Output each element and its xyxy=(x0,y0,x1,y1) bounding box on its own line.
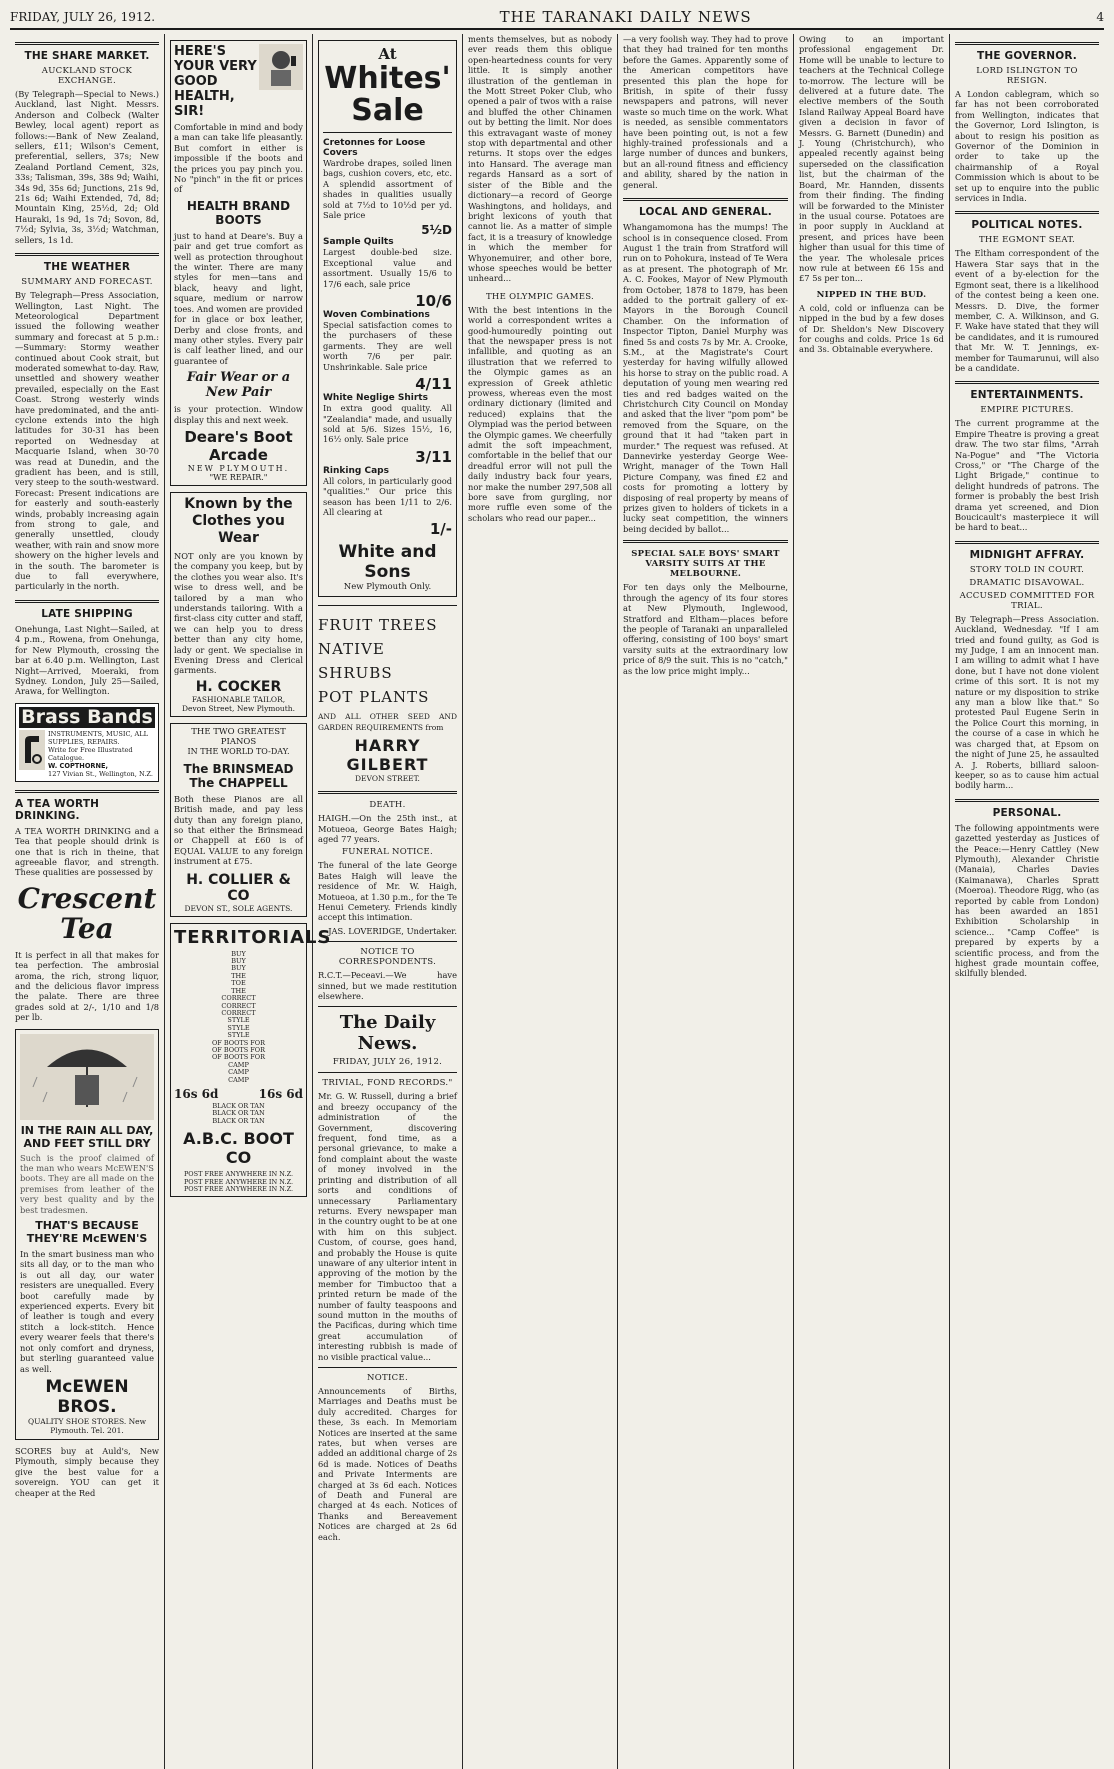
political-subheading: THE EGMONT SEAT. xyxy=(978,235,1076,246)
terr-line: STYLE xyxy=(227,1023,250,1032)
local-general-heading: LOCAL AND GENERAL. xyxy=(623,198,788,218)
funeral-heading: FUNERAL NOTICE. xyxy=(342,847,433,858)
deare-name: Deare's Boot Arcade xyxy=(184,427,293,464)
terr-line: CORRECT xyxy=(221,1008,256,1017)
white-sons-name: White and Sons xyxy=(338,542,437,583)
fruit-line: NATIVE xyxy=(318,640,385,659)
health-brand-text: just to hand at Deare's. Buy a pair and get true comfort as well as protection throughout the winter. There are many styles for men—tans and black, heavy and light, square, medium or narrow toes. And women are provided for in glace or box leather, Derby and close fronts, and many other styles. Every pair is calf leather lined, and our guarantee of xyxy=(174,230,303,366)
health-brand-heading: HEALTH BRAND BOOTS xyxy=(186,198,291,227)
cretonnes-heading: Cretonnes for Loose Covers xyxy=(323,138,426,158)
woven-text: Special satisfaction comes to the purchasers of these garments. They are well worth 7/6 per pair. Unshrinkable. Sale price xyxy=(323,320,452,372)
cocker-address: Devon Street, New Plymouth. xyxy=(182,703,295,713)
political-text: The Eltham correspondent of the Hawera Star says that in the event of a by-election for the Egmont seat, there is a likelihood of the contest being a keen one. Messrs. D. Dive, the former member, C. A. Wilkinson, and G. F. Wake have stated that they will be candidates, and it is rumoured that Mr. W. T. Jennings, ex-member for Taumarunui, will also be a candidate. xyxy=(955,248,1099,373)
daily-news-nameplate: The Daily News. xyxy=(339,1012,436,1055)
collier-name: H. COLLIER & CO xyxy=(186,871,291,904)
governor-heading: THE GOVERNOR. xyxy=(955,42,1099,62)
abc-boot-name: A.B.C. BOOT CO xyxy=(183,1129,294,1168)
tea-heading: A TEA WORTH DRINKING. xyxy=(15,790,159,822)
personal-text: The following appointments were gazetted yesterday as Justices of the Peace:—Henry Cattley (New Plymouth), Alexander Christie (Manaia), Charles Davies (Kaimanawa), Charles Spratt (Moeroa). Theodore Rigg, who (as reported by cable from London) has been awarded an 1851 Exhibition Scholarship in science... "Camp Coffee" is prepared by experts by a scientific process, and from the highest grade mountain coffee, skilfully blended. xyxy=(955,822,1099,979)
editorial-heading: TRIVIAL, FOND RECORDS." xyxy=(322,1078,453,1089)
whites-at: At xyxy=(378,45,397,63)
funeral-signature: JAS. LOVERIDGE, Undertaker. xyxy=(328,925,457,936)
mcewen-address: QUALITY SHOE STORES. New Plymouth. Tel. 201. xyxy=(27,1416,147,1435)
neglige-text: In extra good quality. All "Zealandia" made, and usually sold at 5/6. Sizes 15½, 16, 16½ only. Sale price xyxy=(323,403,452,445)
cocker-text: NOT only are you known by the company you keep, but by the clothes you wear also. It's wise to dress well, and be tailored by a man who understands tailoring. With a first-class city cutter and staff, we can help you to dress better than any city home, lady or gent. We specialise in Evening Dress and Clerical garments. xyxy=(174,550,303,676)
editorial-continued-text: ments themselves, but as nobody ever reads them this oblique open-heartedness counts for very little. It is simply another illustration of the gentleman in the Mott Street Poker Club, who opened a pair of twos with a raise and bluffed the other Chinamen out by betting the limit. Nor does this extravagant waste of money stop with departmental and other returns. It stops over the edges into Hansard. The average man regards Hansard as a sort of sister of the Bible and the dictionary—a record of George Washingtons, and holidays, and bright lexicons of youth that cannot lie. As a matter of simple fact, it is a treasury of knowledge in which the member for Whyonemuirer, and other bore, whose speeches would be better unheard... xyxy=(468,34,612,284)
terr-line: CAMP xyxy=(228,1060,249,1069)
terr-line: OF BOOTS FOR xyxy=(211,1038,266,1047)
shipping-heading: LATE SHIPPING xyxy=(15,600,159,620)
whites-sale-ad xyxy=(318,40,457,597)
political-heading: POLITICAL NOTES. xyxy=(955,211,1099,231)
terr-line: CORRECT xyxy=(221,1001,256,1010)
fair-wear-slogan: Fair Wear or a New Pair xyxy=(186,370,291,401)
notice-heading: NOTICE. xyxy=(367,1373,408,1383)
quilts-text: Largest double-bed size. Exceptional value and assortment. Usually 15/6 to 17/6 each, sale price xyxy=(323,247,452,289)
entertainments-text: The current programme at the Empire Theatre is proving a great draw. The two star films, "Arrah Na-Pogue" and "The Victoria Cross," or "The Charge of the Light Brigade," continue to delight hundreds of patrons. The former is probably the best Irish drama yet screened, and Dion Boucicault's masterpiece it will be hard to beat... xyxy=(955,418,1099,533)
caps-text: All colors, in particularly good "qualities." Our price this season has been 1/11 to 2/6. All clearing at xyxy=(323,475,452,517)
share-market-subheading: AUCKLAND STOCK EXCHANGE. xyxy=(41,66,133,86)
quilts-price: 10/6 xyxy=(415,292,452,311)
weather-heading: THE WEATHER xyxy=(15,253,159,273)
column-1 xyxy=(10,34,165,1769)
post-line: POST FREE ANYWHERE IN N.Z. xyxy=(183,1177,294,1186)
brass-bands-title: Brass Bands xyxy=(19,707,155,728)
governor-subheading: LORD ISLINGTON TO RESIGN. xyxy=(976,66,1078,86)
brass-line-4: 127 Vivian St., Wellington, N.Z. xyxy=(48,769,153,778)
caps-heading: Rinking Caps xyxy=(323,465,389,476)
terr-line: THE xyxy=(231,986,246,995)
correspondents-text: R.C.T.—Peceavi.—We have sinned, but we made restitution elsewhere. xyxy=(318,970,457,1002)
column-6 xyxy=(794,34,950,1769)
deare-tagline: "WE REPAIR." xyxy=(209,472,268,482)
death-heading: DEATH. xyxy=(369,800,406,811)
column-3 xyxy=(313,34,463,1769)
color-line: BLACK OR TAN xyxy=(212,1116,265,1125)
neglige-heading: White Neglige Shirts xyxy=(323,393,428,404)
color-line: BLACK OR TAN xyxy=(212,1101,265,1110)
rain-text: Such is the proof claimed of the man who wears McEWEN'S boots. They are all made on the premises from leather of the very best quality and by the best tradesmen. xyxy=(20,1152,154,1215)
entertainments-subheading: EMPIRE PICTURES. xyxy=(980,405,1074,416)
pianos-heading: THE TWO GREATEST PIANOS xyxy=(191,726,286,747)
gilbert-name: HARRY GILBERT xyxy=(346,736,429,775)
auld-footer-text: SCORES buy at Auld's, New Plymouth, simply because they give the best value for a sovereign. YOU can get it cheaper at the Red xyxy=(15,1445,159,1498)
local-general-text: Whangamomona has the mumps! The school is in consequence closed. From August 1 the train from Stratford will run on to Pohokura, instead of Te Wera as at present. The photograph of Mr. A. C. Fookes, Mayor of New Plymouth from October, 1878 to 1879, has been added to the portrait gallery of ex-Mayors in the Borough Council Chamber. On the information of Inspector Tipton, Daniel Murphy was fined 5s and costs 7s by Mr. A. Crooke, S.M., at the Magistrate's Court yesterday for having wilfully allowed his horse to stray on the public road. A deputation of young men wearing red ties and red badges waited on the Christchurch City Council on Monday and asked that the liver "pom pom" be removed from the Square, on the ground that it had "taken part in murder." The request was refused. At Dannevirke yesterday George Wee-Wright, manager of the Town Hall Picture Company, was fined £2 and costs for promoting a lottery by disposing of real property by means of prizes given to holders of tickets in a lucky seat competition, the winners being decided by ballot... xyxy=(623,222,788,534)
rain-heading: IN THE RAIN ALL DAY, AND FEET STILL DRY xyxy=(20,1123,154,1150)
column-7 xyxy=(950,34,1104,1769)
fruit-line: FRUIT TREES xyxy=(318,616,438,635)
woven-price: 4/11 xyxy=(415,375,452,394)
caps-price: 1/- xyxy=(429,520,452,539)
masthead-title: THE TARANAKI DAILY NEWS xyxy=(499,8,752,26)
affray-subheading-3: ACCUSED COMMITTED FOR TRIAL. xyxy=(959,590,1095,611)
neglige-price: 3/11 xyxy=(415,447,452,466)
seed-text: AND ALL OTHER SEED AND GARDEN REQUIREMENTS from xyxy=(318,712,457,732)
mcewen-heading: THAT'S BECAUSE THEY'RE McEWEN'S xyxy=(26,1219,148,1246)
pianos-subheading: IN THE WORLD TO-DAY. xyxy=(187,746,290,756)
special-sale-heading: SPECIAL SALE BOYS' SMART VARSITY SUITS AT THE MELBOURNE. xyxy=(631,549,780,580)
cocker-name: H. COCKER xyxy=(195,678,282,695)
territorials-heading: TERRITORIALS xyxy=(174,926,332,948)
brinsmead-label: The BRINSMEAD xyxy=(183,761,294,776)
terr-line: STYLE xyxy=(227,1016,250,1025)
territorials-ad xyxy=(170,923,332,1198)
death-text: HAIGH.—On the 25th inst., at Motueoa, George Bates Haigh; aged 77 years. xyxy=(318,813,457,844)
post-line: POST FREE ANYWHERE IN N.Z. xyxy=(183,1185,294,1193)
terr-line: TOE xyxy=(231,979,246,988)
special-sale-text: For ten days only the Melbourne, through the agency of its four stores at New Plymouth, Inglewood, Stratford and Eltham—places before the people of Taranaki an unparalleled offering, consisting of 100 boys' smart varsity suits at the extraordinary low price of 8/9 the suit. This is no "catch," as the low price might imply... xyxy=(623,582,788,676)
whites-title: Whites' xyxy=(324,61,451,96)
terr-line: BUY xyxy=(231,964,246,973)
masthead-date: FRIDAY, JULY 26, 1912. xyxy=(10,10,156,24)
cretonnes-text: Wardrobe drapes, soiled linen bags, cushion covers, etc, etc. A splendid assortment of shades in qualities usually sold at 7½d to 10½d per yd. Sale price xyxy=(323,158,452,221)
masthead xyxy=(10,6,1104,30)
tea-text: A TEA WORTH DRINKING and a Tea that people should drink is one that is rich in theine, that agreeable flavor, and strength. These qualities are possessed by xyxy=(15,825,159,878)
mcewen-name: McEWEN BROS. xyxy=(45,1376,129,1417)
correspondents-heading: NOTICE TO CORRESPONDENTS. xyxy=(338,947,437,968)
brass-bands-ad xyxy=(15,703,159,782)
trumpet-icon xyxy=(19,730,45,770)
whites-sale: Sale xyxy=(351,93,424,128)
weather-text: By Telegraph—Press Association, Wellington, Last Night. The Meteorological Department issued the following weather summary and forecast at 5 p.m.:—Summary: Stormy weather continued about Cook strait, but moderated somewhat to-day. Raw, unsettled and showery weather prevailed, especially on the East Coast. Strong westerly winds have predominated, and the anti-cyclone extends into the high latitudes for 30-31 has been reported on Wednesday at Macquarie Island, when 30·70 was read at Dunedin, and the gradient has been, and is still, very steep to the south-westward. Forecast: Present indications are for easterly and south-easterly winds, probably increasing again from strong to gale, and generally unsettled, cloudy weather, with rain and snow more showery on the higher levels and in the south. The barometer is due to fall everywhere, particularly in the north. xyxy=(15,290,159,592)
share-market-heading: THE SHARE MARKET. xyxy=(15,42,159,62)
terr-line: OF BOOTS FOR xyxy=(211,1045,266,1054)
column-4 xyxy=(463,34,618,1769)
personal-heading: PERSONAL. xyxy=(955,799,1099,819)
column-5 xyxy=(618,34,794,1769)
columns xyxy=(10,34,1104,1769)
chappell-label: The CHAPPELL xyxy=(189,775,288,790)
woven-heading: Woven Combinations xyxy=(323,310,430,321)
terr-line: STYLE xyxy=(227,1031,250,1040)
crescent-tea-text: It is perfect in all that makes for tea perfection. The ambrosial aroma, the rich, strong liquor, and the delicious flavor impress the palate. There are three grades sold at 2/-, 1/10 and 1/8 per lb. xyxy=(15,949,159,1023)
quilts-heading: Sample Quilts xyxy=(323,237,394,248)
nipped-heading: NIPPED IN THE BUD. xyxy=(816,289,927,300)
terr-line: CORRECT xyxy=(221,994,256,1003)
affray-heading: MIDNIGHT AFFRAY. xyxy=(955,541,1099,561)
column-2 xyxy=(165,34,332,1769)
fruit-trees-ad xyxy=(318,605,457,783)
fair-wear-text: is your protection. Window display this and next week. xyxy=(174,404,303,425)
brass-line-3: W. COPTHORNE, xyxy=(48,761,109,770)
color-line: BLACK OR TAN xyxy=(212,1109,265,1118)
pianos-text: Both these Pianos are all British made, and pay less duty than any foreign piano, so that either the Brinsmead or Chappell at £60 is of EQUAL VALUE to any foreign instrument at £75. xyxy=(174,793,303,867)
terr-line: BUY xyxy=(231,957,246,966)
masthead-page-number: 4 xyxy=(1096,10,1104,24)
collier-address: DEVON ST., SOLE AGENTS. xyxy=(184,903,293,913)
territorials-colors xyxy=(174,1103,303,1125)
white-sons-town: New Plymouth Only. xyxy=(343,582,432,593)
editorial-text: Mr. G. W. Russell, during a brief and breezy occupancy of the administration of the Government, discovering frequent, fond time, as a personal grievance, to make a fond complaint about the waste of money involved in the printing and distribution of all sorts and conditions of unnecessary Parliamentary returns. Every newspaper man in the country ought to be at one with him on this subject. Custom, of course, goes hand, and probably the House is quite unaware of any ulterior intent in approving of the motion by the member for Timbuctoo that a printed return be made of the number of faulty teaspoons and sound mutton in the mouths of the Pacificas, during which time great accumulation of interesting rubbish is made of no visible practical value... xyxy=(318,1091,457,1362)
terr-line: THE xyxy=(231,971,246,980)
cretonnes-price: 5½D xyxy=(421,223,452,238)
terr-line: OF BOOTS FOR xyxy=(211,1053,266,1062)
affray-subheading-2: DRAMATIC DISAVOWAL. xyxy=(969,577,1085,588)
deare-town: NEW PLYMOUTH. xyxy=(187,463,290,473)
terr-line: CAMP xyxy=(228,1075,249,1084)
territorials-prices xyxy=(174,1087,303,1101)
funeral-text: The funeral of the late George Bates Haigh will leave the residence of Mr. W. Haigh, Motueoa, at 1.30 p.m., for the Te Henui Cemetery. Friends kindly accept this intimation. xyxy=(318,860,457,923)
fruit-line: POT PLANTS xyxy=(318,688,430,707)
rain-figure-illustration xyxy=(20,1034,154,1120)
affray-subheading-1: STORY TOLD IN COURT. xyxy=(969,564,1085,575)
post-free-lines xyxy=(174,1171,303,1193)
crescent-tea-logo: Crescent Tea xyxy=(17,881,157,945)
fruit-line: SHRUBS xyxy=(318,664,393,683)
health-ad xyxy=(170,40,307,486)
daily-news-date: FRIDAY, JULY 26, 1912. xyxy=(332,1057,443,1068)
entertainments-heading: ENTERTAINMENTS. xyxy=(955,381,1099,401)
share-market-text: (By Telegraph—Special to News.) Auckland, last Night. Messrs. Anderson and Colbeck (Walter Bewley, local agent) report as follows:—Bank of New Zealand, sellers, £11; Wilson's Cement, preferential, sellers, 37s; New Zealand Portland Cement, 32s, 33s; Talisman, 39s, 38s 9d; Waihi, 34s 9d, 35s 6d; Junctions, 21s 9d, 21s 6d; Waihi Extended, 7d, 8d; Mountain King, 25½d, 2d; Old Hauraki, 1s 9d, 1s 7d; Sovon, 8d, 7½d; Sylvia, 3s, 3½d; Watchman, sellers, 1s 1d. xyxy=(15,89,159,245)
brass-line-1: INSTRUMENTS, MUSIC, ALL SUPPLIES, REPAIRS. xyxy=(48,729,148,746)
terr-line: BUY xyxy=(231,949,246,958)
post-line: POST FREE ANYWHERE IN N.Z. xyxy=(183,1170,294,1179)
gilbert-address: DEVON STREET. xyxy=(355,774,420,784)
notice-text: Announcements of Births, Marriages and Deaths must be duly accredited. Charges for these, 3s each. In Memoriam Notices are inserted at the same rates, but when verses are added an additional charge of 2s 6d is made. Notices of Deaths and Private Interments are charged at 3s 6d each. Notices of Death and Funeral are charged at 4s each. Notices of Thanks and Bereavement Notices are charged at 2s 6d each. xyxy=(318,1386,457,1542)
health-text: Comfortable in mind and body a man can take life pleasantly. But comfort in either is impossible if the boots and the prices you pay pinch you. No "pinch" in the fit or prices of xyxy=(174,122,303,195)
territorials-list xyxy=(174,951,303,1084)
local-general-continued-text: Owing to an important professional engagement Dr. Home will be unable to lecture to teachers at the Technical College to-morrow. The lecture will be delivered at a future date. The elective members of the South Island Railway Appeal Board have given a decision in favor of Messrs. G. Barnett (Dunedin) and J. Young (Christchurch), who appealed recently against being superseded on the classification list, but the chairman of the Board, Mr. Hannden, dissents from their finding. The finding will be forwarded to the Minister in the usual course. Potatoes are in poor supply in Auckland at present, and prices have been higher than usual for this time of the year. The wholesale prices now rule at between £6 15s and £7 5s per ton... xyxy=(799,34,944,284)
man-toasting-illustration xyxy=(259,44,303,90)
price-left: 16s 6d xyxy=(174,1086,219,1101)
governor-text: A London cablegram, which so far has not been corroborated from Wellington, indicates that the Governor, Lord Islington, is about to resign his position as Governor of the Dominion in order to take up the chairmanship of a Royal Commission which is about to be set up to enquire into the public services in India. xyxy=(955,89,1099,204)
brass-line-2: Write for Free Illustrated Catalogue. xyxy=(48,745,133,762)
olympic-text: With the best intentions in the world a correspondent writes a good-humouredly pointing out that the newspaper press is not infallible, and quoting as an illustration that we referred to the Olympic games as an expression of Greek athletic prowess, whereas even the most ordinary dictionary (limited and reduced) explains that the Olympiad was the period between the Olympic games. We cheerfully admit the soft impeachment, comfortable in the belief that our dreadful error will not pull the daily industry back four years, nor make the number 297,508 all bore save from gurgling, nor more ruffle even some of the scholars who read our paper... xyxy=(468,304,612,523)
cocker-heading: Known by the Clothes you Wear xyxy=(184,495,293,546)
mcewen-ad xyxy=(15,1029,159,1440)
shipping-text: Onehunga, Last Night—Sailed, at 4 p.m., Rowena, from Onehunga, for New Plymouth, crossing the bar at 6.40 p.m. Wellington, Last Night—Arrived, Moeraki, from Sydney. London, July 25—Sailed, Arawa, for Wellington. xyxy=(15,623,159,697)
terr-line: CAMP xyxy=(228,1068,249,1077)
pianos-ad xyxy=(170,723,307,917)
affray-text: By Telegraph—Press Association. Auckland, Wednesday. "If I am tried and found guilty, as God is my Judge, I am an innocent man. I am willing to admit what I have done, but I have not done violent crime of this sort. It is not my nature or my disposition to strike any man a blow like that." So protested Paul Eugene Serin in the Police Court this morning, in the course of a case in which he was charged that, at Epsom on the night of June 25, he assaulted A. J. Roberts, billiard saloon-keeper, so as to cause him actual bodily harm... xyxy=(955,613,1099,791)
weather-subheading: SUMMARY AND FORECAST. xyxy=(21,277,153,288)
cocker-ad xyxy=(170,492,307,717)
cocker-subtitle: FASHIONABLE TAILOR, xyxy=(191,694,286,704)
mcewen-text: In the smart business man who sits all day, or to the man who is out all day, our water resisters are unequalled. Every boot carefully made by experienced experts. Every bit of leather is tough and every stitch a lock-stitch. Hence every wearer feels that there's not only comfort and dryness, but sterling guaranteed value as well. xyxy=(20,1249,154,1374)
price-right: 16s 6d xyxy=(258,1086,303,1101)
nipped-text: A cold, cold or influenza can be nipped in the bud by a few doses of Dr. Sheldon's New Discovery for coughs and colds. Price 1s 6d and 3s. Obtainable everywhere. xyxy=(799,302,944,355)
health-heading: HERE'S YOUR VERY GOOD HEALTH, SIR! xyxy=(174,44,257,119)
olympic-continued-text: —a very foolish way. They had to prove that they had trained for ten months before the Games. Apparently some of the American competitors have presented this plan the hope for British, in spite of their fussy newspapers and patrons, will never waste so much time on the work. What is needed, as sensible commentators have been pointing out, is not a few highly-trained professionals and a large number of dunces and bunkers, but an all-round fitness and efficiency and ability, shared by the nation in general. xyxy=(623,34,788,190)
olympic-heading: THE OLYMPIC GAMES. xyxy=(485,291,595,302)
